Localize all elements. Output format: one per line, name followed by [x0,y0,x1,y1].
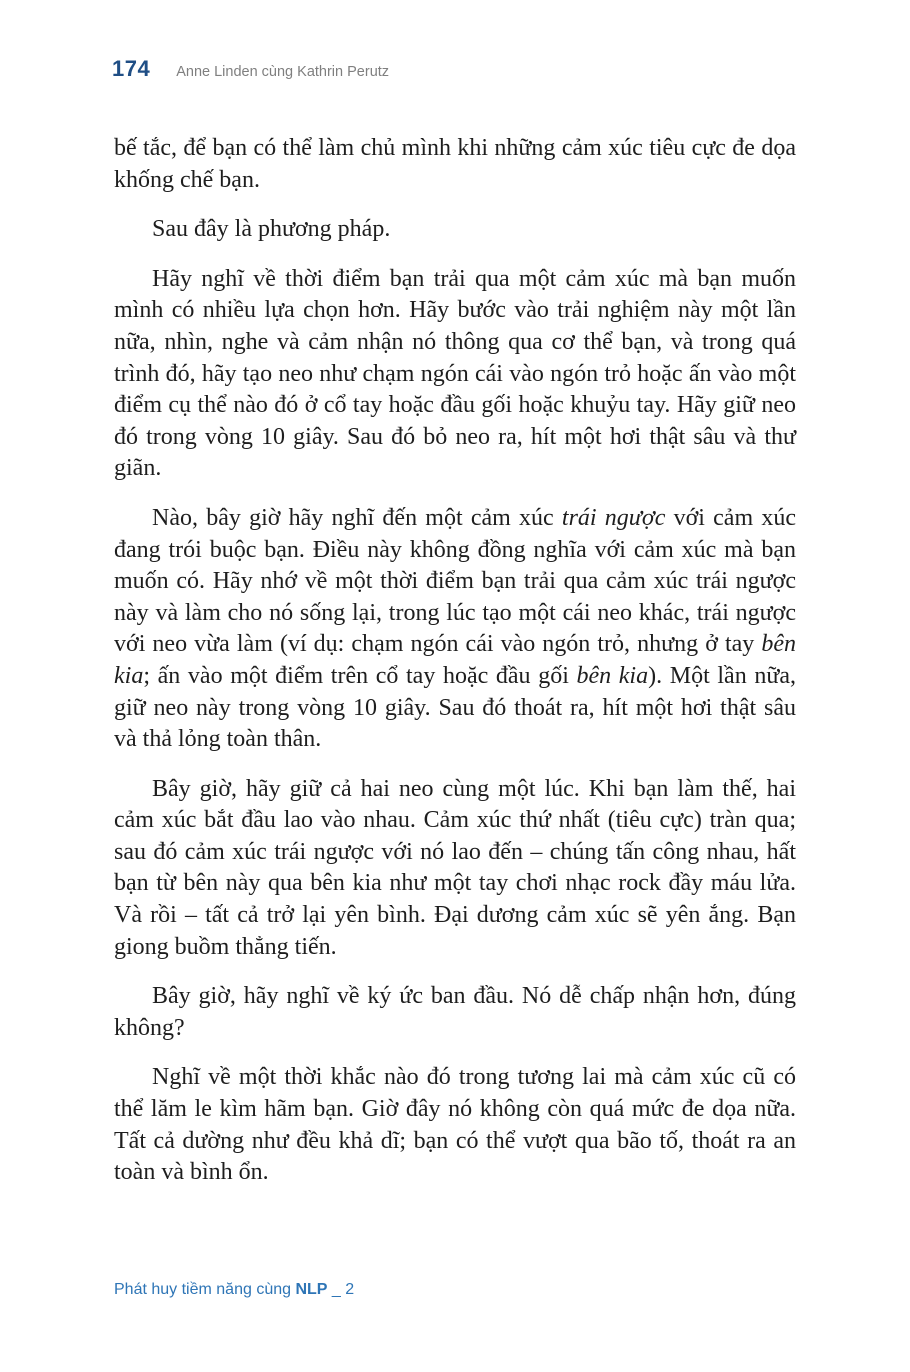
paragraph-continuation: bế tắc, để bạn có thể làm chủ mình khi những cảm xúc tiêu cực đe dọa khống chế bạn. [114,135,796,193]
series-title: Phát huy tiềm năng cùng [114,1281,296,1298]
page-footer [114,1281,354,1299]
paragraph-original-memory: Bây giờ, hãy nghĩ về ký ức ban đầu. Nó dễ chấp nhận hơn, đúng không? [114,983,796,1041]
text-run: với cảm xúc đang trói buộc bạn. Điều này không đồng nghĩa với cảm xúc mà bạn muốn có. Hãy nhớ về một thời điểm bạn trải qua cảm xúc trái ngược này và làm cho nó sống lại, trong lúc tạo một cái neo khác, trái ngược với neo vừa làm (ví dụ: chạm ngón cái vào ngón trỏ, nhưng ở tay [114,504,796,658]
paragraph-method-intro: Sau đây là phương pháp. [152,216,391,243]
body-text [114,133,796,1189]
paragraph-opposite-anchor [114,503,796,756]
italic-emphasis: trái ngược [561,504,666,531]
page-number: 174 [112,56,151,81]
text-run: ). Một lần nữa, giữ neo này trong vòng 10 giây. Sau đó thoát ra, hít một hơi thật sâu và thả lỏng toàn thân. [114,662,796,753]
italic-emphasis: bên kia [114,631,796,689]
paragraph-first-anchor: Hãy nghĩ về thời điểm bạn trải qua một cảm xúc mà bạn muốn mình có nhiều lựa chọn hơn. Hãy bước vào trải nghiệm này một lần nữa, nhìn, nghe và cảm nhận nó thông qua cơ thể bạn, và trong quá trình đó, hãy tạo neo như chạm ngón cái vào ngón trỏ hoặc ấn vào một điểm cụ thể nào đó ở cổ tay hoặc đầu gối hoặc khuỷu tay. Hãy giữ neo đó trong vòng 10 giây. Sau đó bỏ neo ra, hít một hơi thật sâu và thư giãn. [114,265,796,482]
running-head: Anne Linden cùng Kathrin Perutz [176,64,390,80]
series-title-bold: NLP [295,1281,328,1298]
paragraph-future-pace: Nghĩ về một thời khắc nào đó trong tương lai mà cảm xúc cũ có thể lăm le kìm hãm bạn. Giờ đây nó không còn quá mức đe dọa nữa. Tất cả dường như đều khả dĩ; bạn có thể vượt qua bão tố, thoát ra an toàn và bình ổn. [114,1064,796,1186]
series-volume: _ 2 [327,1281,355,1298]
page-header [112,56,389,86]
text-run: Nào, bây giờ hãy nghĩ đến một cảm xúc [152,504,562,531]
paragraph-both-anchors: Bây giờ, hãy giữ cả hai neo cùng một lúc. Khi bạn làm thế, hai cảm xúc bắt đầu lao vào nhau. Cảm xúc thứ nhất (tiêu cực) tràn qua; sau đó cảm xúc trái ngược với nó lao đến – chúng tấn công nhau, hất bạn từ bên này qua bên kia như một tay chơi nhạc rock đầy máu lửa. Và rồi – tất cả trở lại yên bình. Đại dương cảm xúc sẽ yên ắng. Bạn giong buồm thẳng tiến. [114,775,796,960]
text-run: ; ấn vào một điểm trên cổ tay hoặc đầu gối [143,662,577,689]
italic-emphasis: bên kia [576,662,649,689]
